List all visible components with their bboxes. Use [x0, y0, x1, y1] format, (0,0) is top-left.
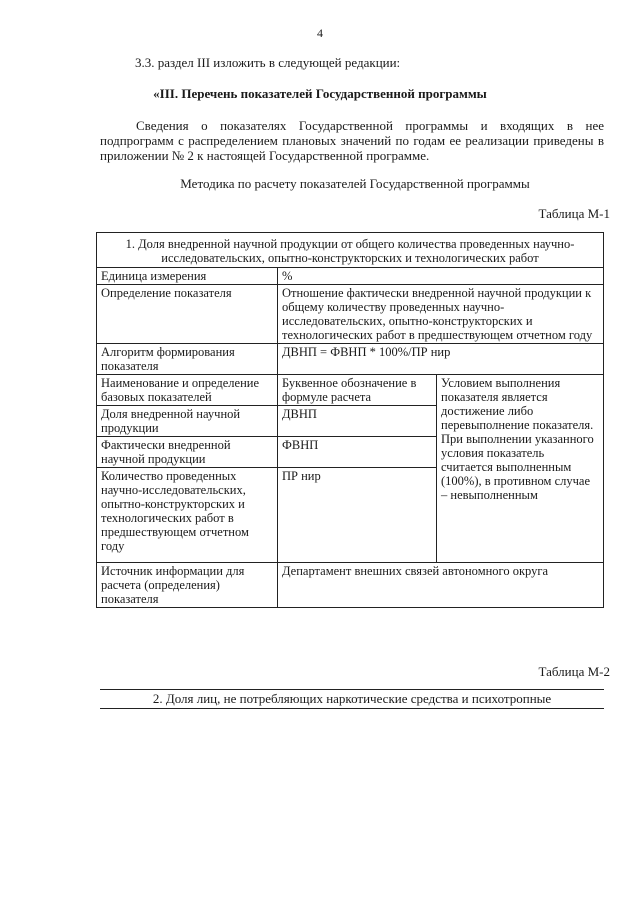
unit-label: Единица измерения: [97, 268, 278, 285]
algorithm-value: ДВНП = ФВНП * 100%/ПР нир: [278, 344, 604, 375]
source-value: Департамент внешних связей автономного округа: [278, 563, 604, 608]
table-m2-label: Таблица М-2: [538, 664, 610, 679]
fulfillment-condition: Условием выполнения показателя является достижение либо перевыполнение показателя. При выполнении указанного условия показатель считается выполненным (100%), в противном случае – невыполненным: [437, 375, 604, 563]
unit-value: %: [278, 268, 604, 285]
row-symbol: ПР нир: [278, 468, 437, 563]
table-row: Фактически внедренной научной продукции: [97, 437, 278, 468]
page-number: 4: [317, 26, 323, 40]
algorithm-label: Алгоритм формирования показателя: [97, 344, 278, 375]
symbol-column-header: Буквенное обозначение в формуле расчета: [278, 375, 437, 406]
table-m1: [96, 232, 604, 608]
amendment-intro: 3.3. раздел III изложить в следующей редакции:: [135, 55, 401, 70]
table-row: Доля внедренной научной продукции: [97, 406, 278, 437]
table-m1-label: Таблица М-1: [538, 206, 610, 221]
intro-paragraph: Сведения о показателях Государственной программы и входящих в нее подпрограмм с распределением плановых значений по годам ее реализации приведены в приложении № 2 к настоящей Государственной программе.: [100, 118, 604, 163]
methodology-heading: Методика по расчету показателей Государственной программы: [180, 176, 530, 191]
table-row: Количество проведенных научно-исследовательских, опытно-конструкторских и технологических работ в предшествующем отчетном году: [97, 468, 278, 563]
definition-value: Отношение фактически внедренной научной продукции к общему количеству проведенных научно-исследовательских, опытно-конструкторских и технологических работ в предшествующем отчетном году: [278, 285, 604, 344]
row-symbol: ДВНП: [278, 406, 437, 437]
section-heading: «III. Перечень показателей Государственной программы: [153, 86, 487, 101]
row-symbol: ФВНП: [278, 437, 437, 468]
table-m1-title: 1. Доля внедренной научной продукции от общего количества проведенных научно-исследовательских, опытно-конструкторских и технологических работ: [97, 233, 604, 268]
base-indicators-label: Наименование и определение базовых показателей: [97, 375, 278, 406]
table-m2-title: 2. Доля лиц, не потребляющих наркотические средства и психотропные: [100, 689, 604, 709]
definition-label: Определение показателя: [97, 285, 278, 344]
source-label: Источник информации для расчета (определения) показателя: [97, 563, 278, 608]
